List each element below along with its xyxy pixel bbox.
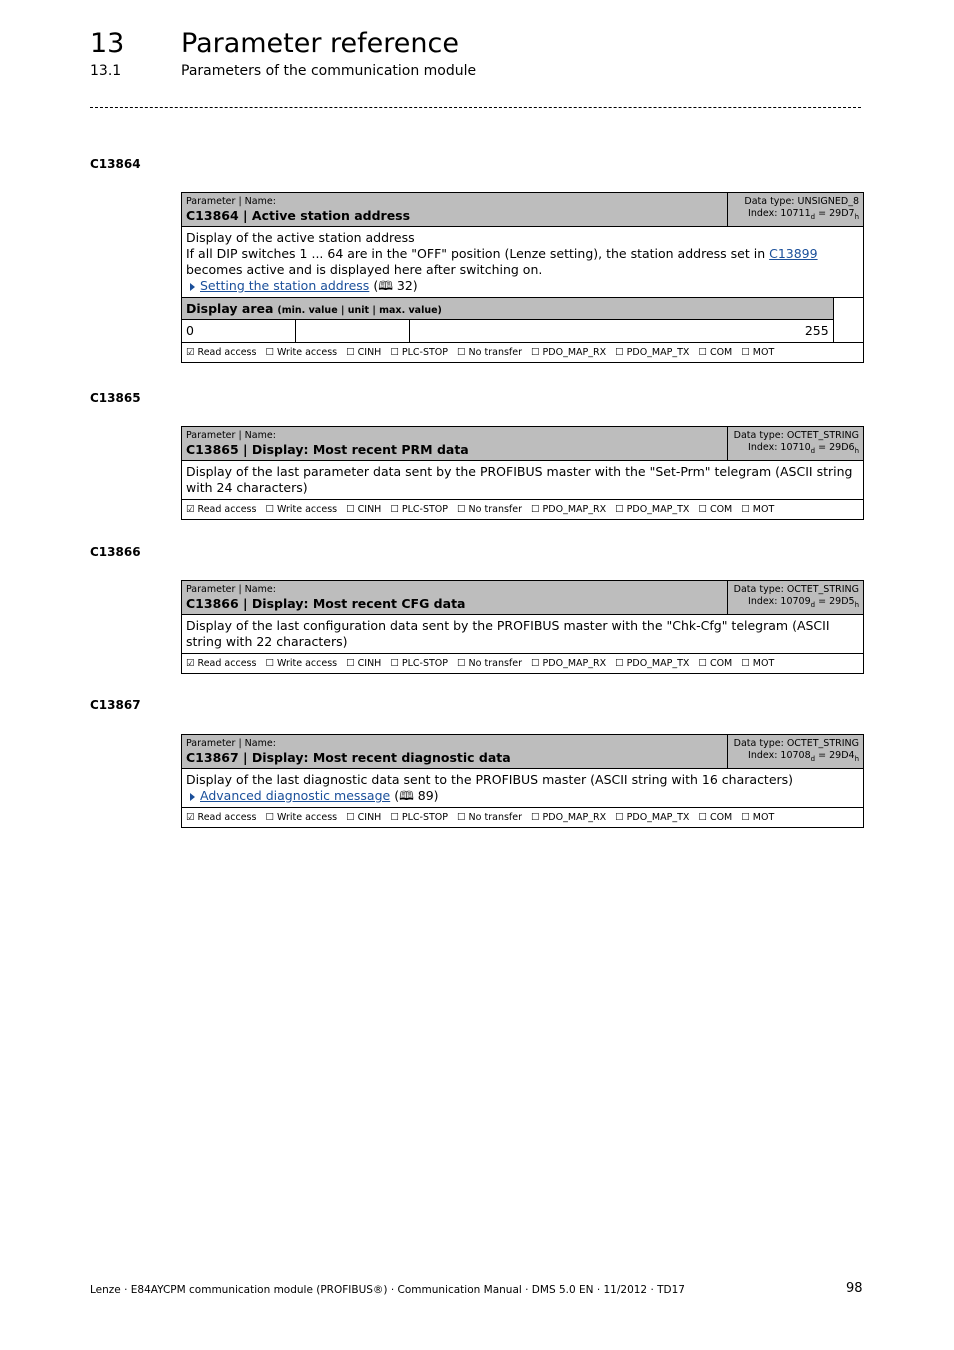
param-name-cell (182, 581, 728, 615)
param-index: Index: $10710_d = 29D6_h$ (748, 442, 859, 455)
param-heading: C13865 (90, 391, 141, 405)
param-name: C13865 | Display: Most recent PRM data (186, 442, 469, 457)
param-name-cell (182, 427, 728, 461)
desc-line: If all DIP switches 1 ... 64 are in the "OFF" position (Lenze setting), the station address set in C13899 becomes active and is displayed here after switching on. (186, 246, 818, 277)
display-area (182, 298, 864, 343)
param-index: Index: $10709_d = 29D5_h$ (748, 596, 859, 609)
arrow-right-icon (190, 793, 195, 801)
reference: Advanced diagnostic message (🕮 89) (186, 788, 859, 804)
param-table (181, 580, 864, 674)
data-type: Data type: OCTET_STRING (733, 430, 859, 441)
footer-text: Lenze · E84AYCPM communication module (PROFIBUS®) · Communication Manual · DMS 5.0 EN · 11/2012 · TD17 (90, 1284, 685, 1296)
param-description (182, 769, 864, 808)
param-table (181, 734, 864, 828)
param-description: Display of the last parameter data sent by the PROFIBUS master with the "Set-Prm" telegram (ASCII string with 24 characters) (182, 461, 864, 500)
unit-value (296, 320, 410, 343)
param-table (181, 426, 864, 520)
max-value: 255 (410, 320, 834, 343)
chapter-title: Parameter reference (181, 28, 459, 59)
dashed-divider (90, 107, 861, 108)
desc-line: Display of the active station address (186, 230, 415, 245)
param-index: Index: $10708_d = 29D4_h$ (748, 750, 859, 763)
param-heading: C13866 (90, 545, 141, 559)
param-type-cell (728, 193, 864, 227)
param-name-cell (182, 193, 728, 227)
station-address-link[interactable]: Setting the station address (200, 278, 370, 293)
param-type-cell (728, 581, 864, 615)
param-description (182, 227, 864, 298)
section-number: 13.1 (90, 63, 122, 79)
reference: Setting the station address (🕮 32) (186, 278, 859, 294)
param-name: C13867 | Display: Most recent diagnostic data (186, 750, 511, 765)
page-number: 98 (846, 1281, 863, 1296)
param-name-cell (182, 735, 728, 769)
data-type: Data type: OCTET_STRING (733, 738, 859, 749)
param-label: Parameter | Name: (186, 430, 276, 441)
chapter-number: 13 (90, 28, 125, 59)
param-table (181, 192, 864, 363)
data-type: Data type: OCTET_STRING (733, 584, 859, 595)
param-heading: C13867 (90, 698, 141, 712)
c13899-link[interactable]: C13899 (769, 246, 818, 261)
param-label: Parameter | Name: (186, 584, 276, 595)
param-name: C13864 | Active station address (186, 208, 411, 223)
arrow-right-icon (190, 283, 195, 291)
access-flags: ☑ Read access ☐ Write access ☐ CINH ☐ PLC-STOP ☐ No transfer ☐ PDO_MAP_RX ☐ PDO_MAP_TX ☐ COM ☐ MOT (182, 500, 864, 520)
access-flags: ☑ Read access ☐ Write access ☐ CINH ☐ PLC-STOP ☐ No transfer ☐ PDO_MAP_RX ☐ PDO_MAP_TX ☐ COM ☐ MOT (182, 343, 864, 363)
param-name: C13866 | Display: Most recent CFG data (186, 596, 466, 611)
desc-line: Display of the last diagnostic data sent to the PROFIBUS master (ASCII string with 16 characters) (186, 772, 794, 787)
param-heading: C13864 (90, 157, 141, 171)
display-area-header: Display area (min. value | unit | max. value) (182, 298, 833, 320)
advanced-diagnostic-link[interactable]: Advanced diagnostic message (200, 788, 391, 803)
param-type-cell (728, 735, 864, 769)
data-type: Data type: UNSIGNED_8 (744, 196, 859, 207)
min-value: 0 (182, 320, 296, 343)
param-type-cell (728, 427, 864, 461)
param-label: Parameter | Name: (186, 738, 276, 749)
section-title: Parameters of the communication module (181, 63, 477, 79)
param-index: Index: $10711_d = 29D7_h$ (748, 208, 859, 221)
param-description: Display of the last configuration data sent by the PROFIBUS master with the "Chk-Cfg" telegram (ASCII string with 22 characters) (182, 615, 864, 654)
access-flags: ☑ Read access ☐ Write access ☐ CINH ☐ PLC-STOP ☐ No transfer ☐ PDO_MAP_RX ☐ PDO_MAP_TX ☐ COM ☐ MOT (182, 808, 864, 828)
access-flags: ☑ Read access ☐ Write access ☐ CINH ☐ PLC-STOP ☐ No transfer ☐ PDO_MAP_RX ☐ PDO_MAP_TX ☐ COM ☐ MOT (182, 654, 864, 674)
param-label: Parameter | Name: (186, 196, 276, 207)
